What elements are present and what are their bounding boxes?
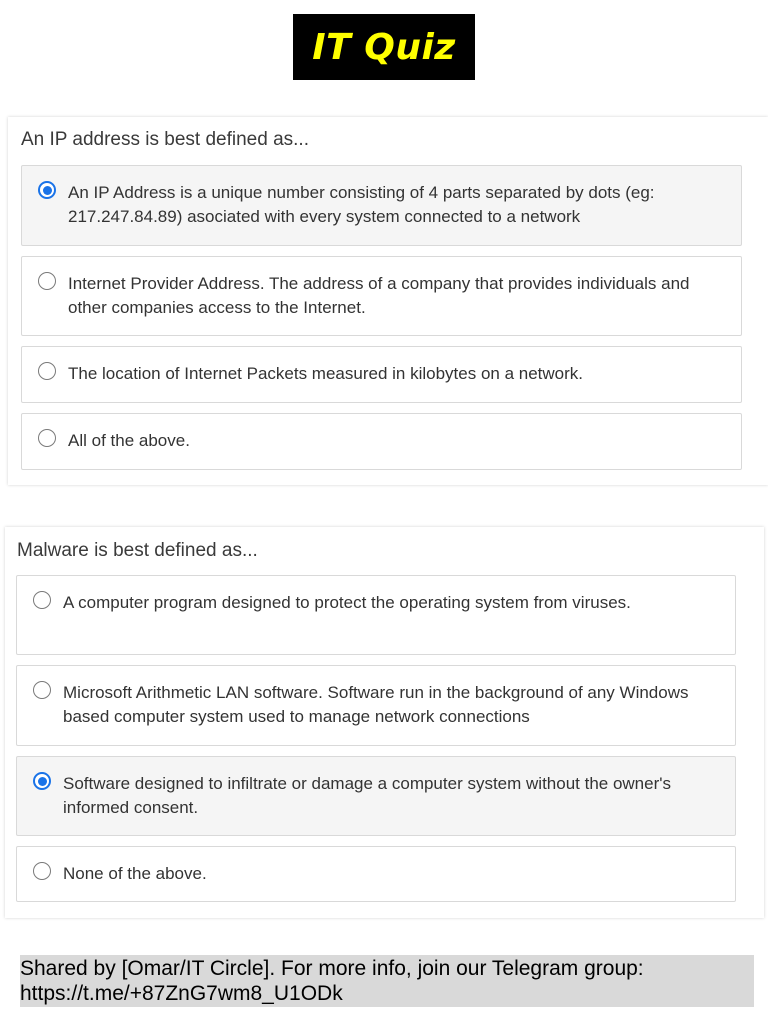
quiz-title-banner xyxy=(293,14,475,80)
option-label: An IP Address is a unique number consisting of 4 parts separated by dots (eg: 217.247.84.89) asociated with every system connected to a network xyxy=(68,183,655,226)
question-card-1 xyxy=(8,117,768,485)
question-1-option-1[interactable] xyxy=(21,165,742,246)
radio-unselected-icon[interactable] xyxy=(33,591,51,609)
question-1-option-2[interactable] xyxy=(21,256,742,336)
option-label: The location of Internet Packets measured in kilobytes on a network. xyxy=(68,364,583,383)
shared-by-footer xyxy=(20,955,754,1007)
question-2-text: Malware is best defined as... xyxy=(17,540,258,561)
question-2-option-3[interactable] xyxy=(16,756,736,836)
radio-unselected-icon[interactable] xyxy=(33,681,51,699)
option-label: None of the above. xyxy=(63,864,207,883)
footer-line-1: Shared by [Omar/IT Circle]. For more info, join our Telegram group: xyxy=(20,957,644,980)
option-label: Internet Provider Address. The address of a company that provides individuals and other companies access to the Internet. xyxy=(68,274,690,317)
radio-unselected-icon[interactable] xyxy=(38,272,56,290)
quiz-title: IT Quiz xyxy=(312,26,456,68)
option-label: Microsoft Arithmetic LAN software. Software run in the background of any Windows based computer system used to manage network connections xyxy=(63,683,689,726)
radio-selected-icon[interactable] xyxy=(33,772,51,790)
option-label: Software designed to infiltrate or damage a computer system without the owner's informed consent. xyxy=(63,774,671,817)
radio-unselected-icon[interactable] xyxy=(38,362,56,380)
telegram-link[interactable]: https://t.me/+87ZnG7wm8_U1ODk xyxy=(20,982,343,1005)
question-2-option-1[interactable] xyxy=(16,575,736,655)
question-2-option-4[interactable] xyxy=(16,846,736,902)
option-label: A computer program designed to protect the operating system from viruses. xyxy=(63,593,631,612)
question-1-option-3[interactable] xyxy=(21,346,742,403)
question-1-text: An IP address is best defined as... xyxy=(21,129,309,150)
question-card-2 xyxy=(5,527,764,918)
radio-unselected-icon[interactable] xyxy=(33,862,51,880)
question-2-option-2[interactable] xyxy=(16,665,736,746)
option-label: All of the above. xyxy=(68,431,190,450)
question-1-option-4[interactable] xyxy=(21,413,742,470)
radio-unselected-icon[interactable] xyxy=(38,429,56,447)
radio-selected-icon[interactable] xyxy=(38,181,56,199)
